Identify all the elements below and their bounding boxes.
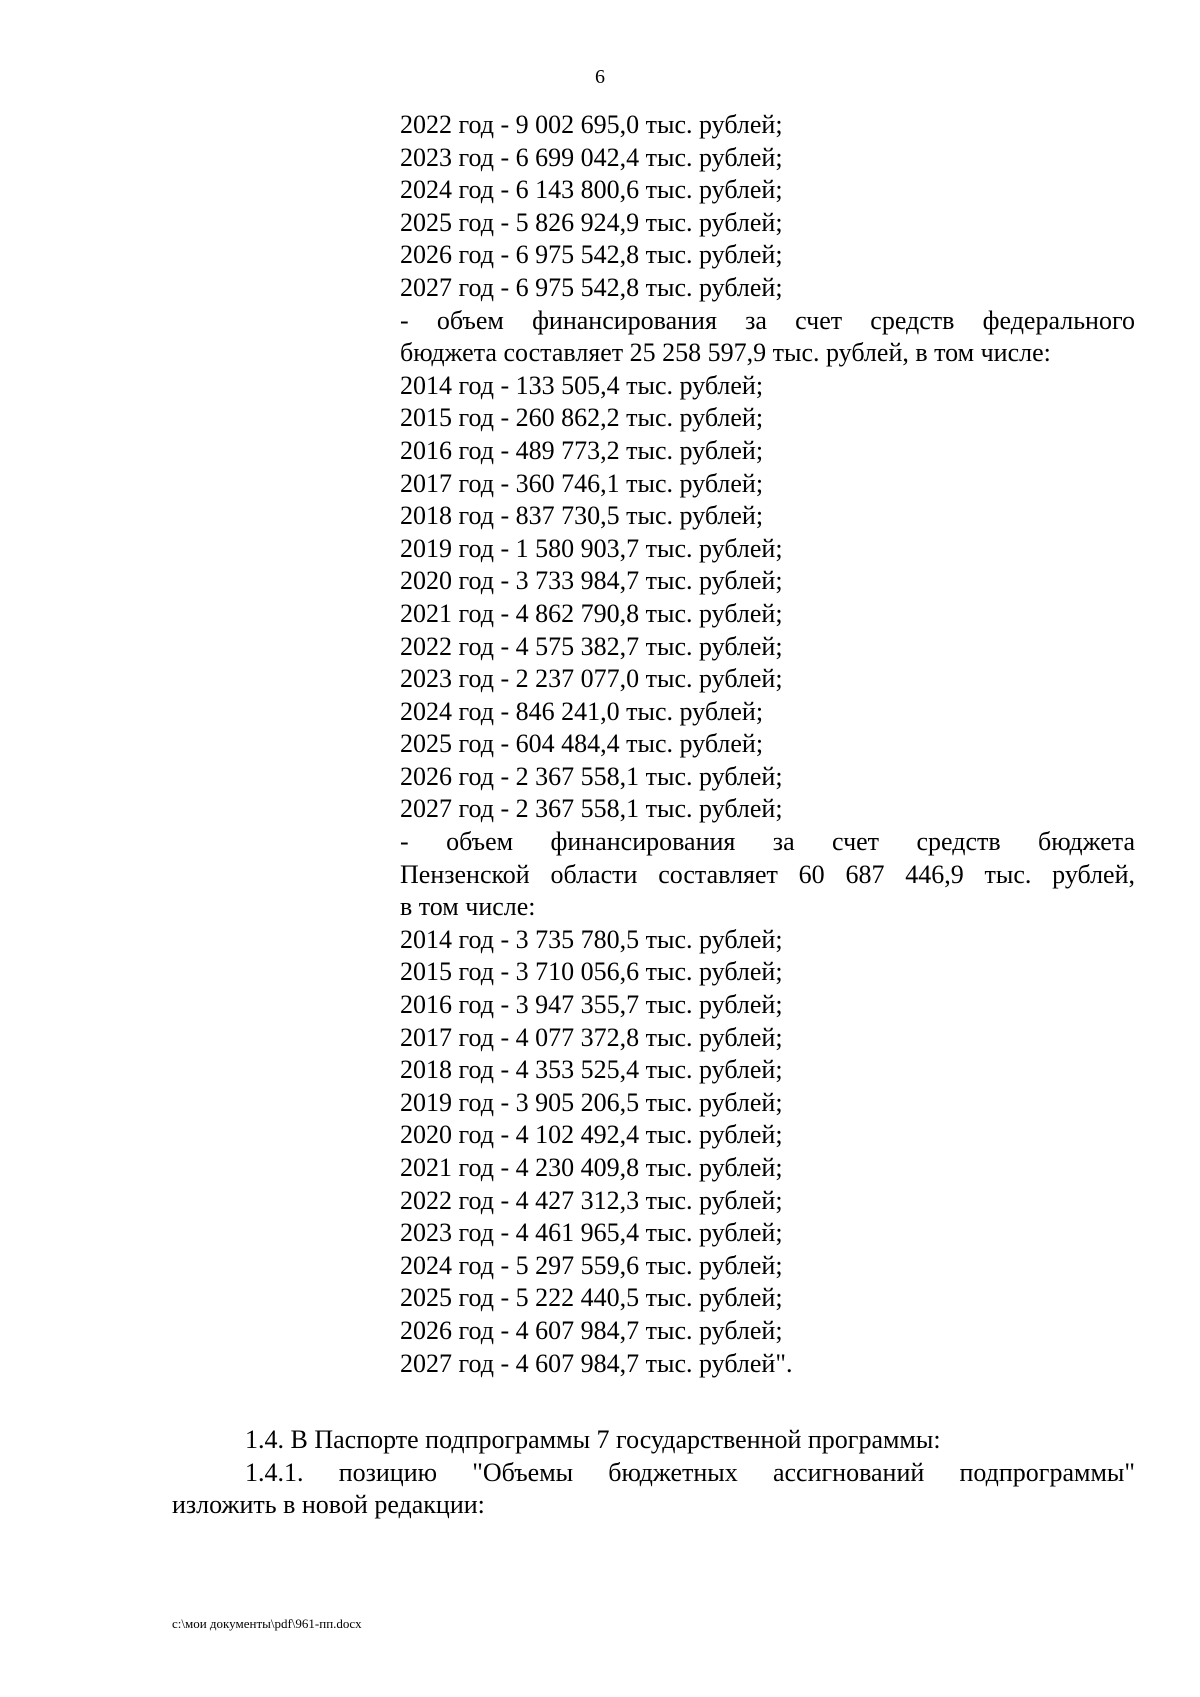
list-item: 2025 год - 5 222 440,5 тыс. рублей; — [400, 1283, 783, 1313]
federal-intro-line: - объем финансирования за счет средств федерального — [400, 305, 1135, 335]
list-item: 2025 год - 5 826 924,9 тыс. рублей; — [400, 207, 783, 237]
list-item: 2018 год - 4 353 525,4 тыс. рублей; — [400, 1055, 783, 1085]
section-1-4: 1.4. В Паспорте подпрограммы 7 государственной программы: — [245, 1425, 941, 1454]
list-item: 2015 год - 3 710 056,6 тыс. рублей; — [400, 957, 783, 987]
list-item: 2027 год - 2 367 558,1 тыс. рублей; — [400, 794, 783, 824]
regional-intro-line: Пензенской области составляет 60 687 446,9 тыс. рублей, — [400, 859, 1135, 889]
list-item: 2019 год - 1 580 903,7 тыс. рублей; — [400, 533, 783, 563]
list-item: 2026 год - 2 367 558,1 тыс. рублей; — [400, 761, 783, 791]
list-item: 2023 год - 6 699 042,4 тыс. рублей; — [400, 142, 783, 172]
list-item: 2016 год - 3 947 355,7 тыс. рублей; — [400, 990, 783, 1020]
list-item: 2022 год - 9 002 695,0 тыс. рублей; — [400, 110, 783, 139]
list-item: 2024 год - 846 241,0 тыс. рублей; — [400, 696, 764, 726]
federal-intro-line: бюджета составляет 25 258 597,9 тыс. рублей, в том числе: — [400, 338, 1051, 368]
list-item: 2026 год - 6 975 542,8 тыс. рублей; — [400, 240, 783, 270]
list-item: 2024 год - 6 143 800,6 тыс. рублей; — [400, 175, 783, 205]
list-item: 2021 год - 4 862 790,8 тыс. рублей; — [400, 598, 783, 628]
section-1-4-1-line: изложить в новой редакции: — [172, 1490, 485, 1520]
list-item: 2022 год - 4 575 382,7 тыс. рублей; — [400, 631, 783, 661]
list-item: 2019 год - 3 905 206,5 тыс. рублей; — [400, 1087, 783, 1117]
list-item: 2015 год - 260 862,2 тыс. рублей; — [400, 403, 764, 433]
list-item: 2020 год - 3 733 984,7 тыс. рублей; — [400, 566, 783, 596]
list-item: 2026 год - 4 607 984,7 тыс. рублей; — [400, 1315, 783, 1345]
list-item: 2023 год - 2 237 077,0 тыс. рублей; — [400, 664, 783, 694]
section-1-4-1-line: 1.4.1. позицию "Объемы бюджетных ассигнований подпрограммы" — [245, 1457, 1135, 1487]
footer-file-path: c:\мои документы\pdf\961-пп.docx — [172, 1616, 362, 1631]
list-item: 2027 год - 6 975 542,8 тыс. рублей; — [400, 272, 783, 302]
regional-intro-line: в том числе: — [400, 892, 536, 922]
funding-list — [400, 109, 1135, 1380]
list-item: 2017 год - 4 077 372,8 тыс. рублей; — [400, 1022, 783, 1052]
list-item: 2017 год - 360 746,1 тыс. рублей; — [400, 468, 764, 498]
list-item: 2020 год - 4 102 492,4 тыс. рублей; — [400, 1120, 783, 1150]
list-item: 2018 год - 837 730,5 тыс. рублей; — [400, 501, 764, 531]
regional-intro-line: - объем финансирования за счет средств бюджета — [400, 827, 1135, 857]
page-number: 6 — [595, 66, 605, 88]
list-item: 2021 год - 4 230 409,8 тыс. рублей; — [400, 1153, 783, 1182]
list-item: 2025 год - 604 484,4 тыс. рублей; — [400, 729, 764, 759]
main-text — [172, 1424, 1135, 1522]
list-item: 2027 год - 4 607 984,7 тыс. рублей". — [400, 1348, 793, 1378]
list-item: 2016 год - 489 773,2 тыс. рублей; — [400, 435, 764, 465]
list-item: 2014 год - 3 735 780,5 тыс. рублей; — [400, 924, 783, 954]
list-item: 2022 год - 4 427 312,3 тыс. рублей; — [400, 1185, 783, 1215]
list-item: 2023 год - 4 461 965,4 тыс. рублей; — [400, 1218, 783, 1248]
list-item: 2024 год - 5 297 559,6 тыс. рублей; — [400, 1250, 783, 1280]
list-item: 2014 год - 133 505,4 тыс. рублей; — [400, 370, 764, 400]
